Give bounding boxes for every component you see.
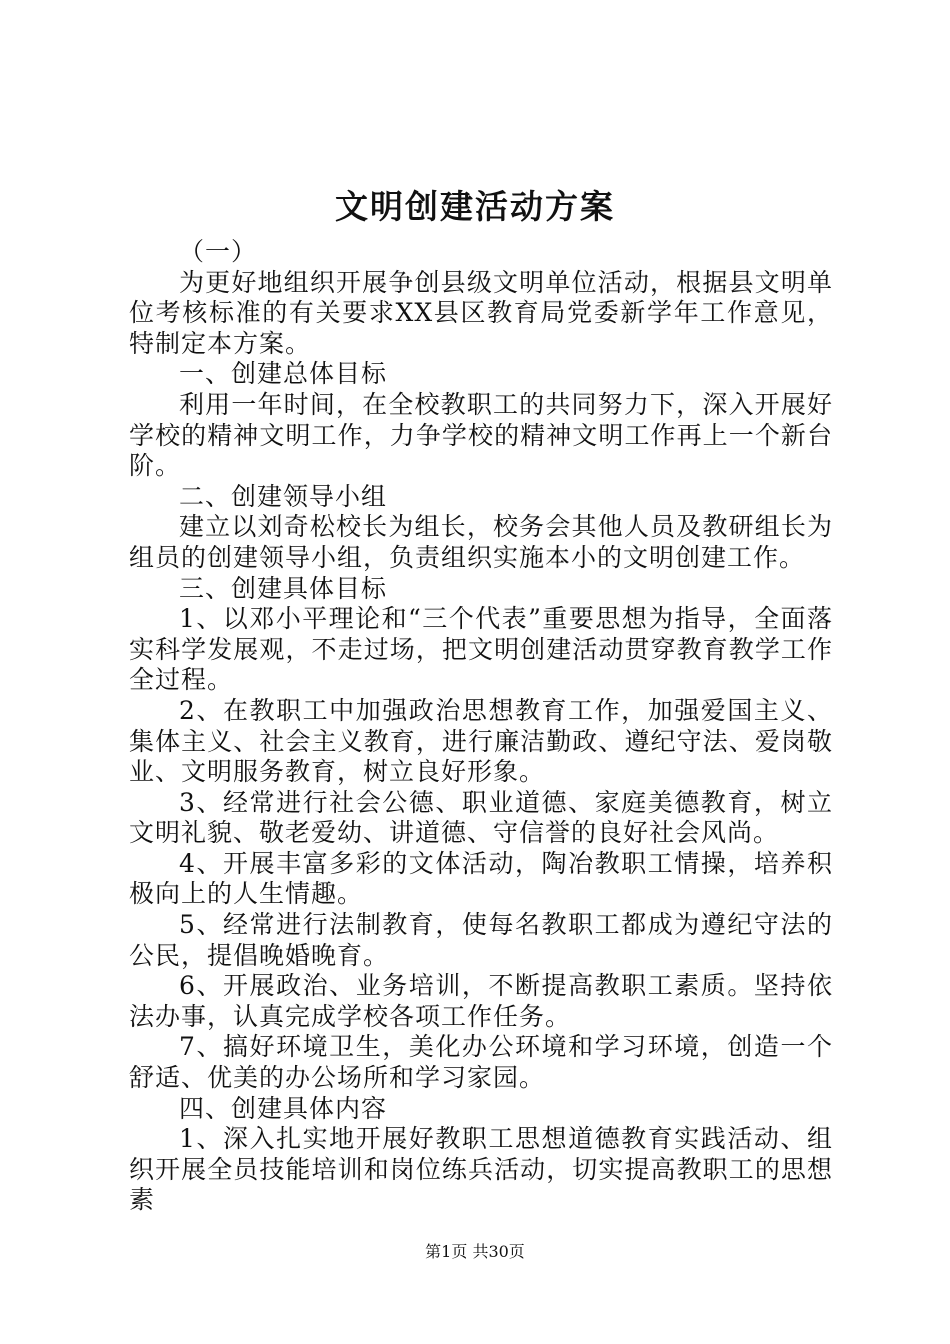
paragraph: 建立以刘奇松校长为组长，校务会其他人员及教研组长为组员的创建领导小组，负责组织实施本小的文明创建工作。 [129,512,833,572]
paragraph: （一） [179,237,258,266]
list-item: 1、以邓小平理论和“三个代表”重要思想为指导，全面落实科学发展观，不走过场，把文明创建活动贯穿教育教学工作全过程。 [129,604,833,695]
section-heading: 四、创建具体内容 [179,1093,388,1123]
list-item: 6、开展政治、业务培训，不断提高教职工素质。坚持依法办事，认真完成学校各项工作任务。 [129,971,833,1031]
paragraph: 为更好地组织开展争创县级文明单位活动，根据县文明单位考核标准的有关要求XX县区教育局党委新学年工作意见，特制定本方案。 [129,267,833,358]
list-item: 4、开展丰富多彩的文体活动，陶冶教职工情操，培养积极向上的人生情趣。 [129,848,833,909]
paragraph: 利用一年时间，在全校教职工的共同努力下，深入开展好学校的精神文明工作，力争学校的精神文明工作再上一个新台阶。 [129,389,833,481]
list-item: 1、深入扎实地开展好教职工思想道德教育实践活动、组织开展全员技能培训和岗位练兵活动，切实提高教职工的思想素 [129,1124,833,1215]
document-body [129,237,833,1216]
document-title: 文明创建活动方案 [335,187,615,226]
page-footer: 第1页 共30页 [425,1242,525,1261]
section-heading: 二、创建领导小组 [179,481,388,511]
section-heading: 三、创建具体目标 [179,573,388,603]
list-item: 2、在教职工中加强政治思想教育工作，加强爱国主义、集体主义、社会主义教育，进行廉洁勤政、遵纪守法、爱岗敬业、文明服务教育，树立良好形象。 [129,695,833,787]
section-heading: 一、创建总体目标 [179,359,388,389]
list-item: 7、搞好环境卫生，美化办公环境和学习环境，创造一个舒适、优美的办公场所和学习家园。 [129,1032,833,1093]
list-item: 3、经常进行社会公德、职业道德、家庭美德教育，树立文明礼貌、敬老爱幼、讲道德、守信誉的良好社会风尚。 [129,787,833,848]
list-item: 5、经常进行法制教育，使每名教职工都成为遵纪守法的公民，提倡晚婚晚育。 [129,910,833,970]
